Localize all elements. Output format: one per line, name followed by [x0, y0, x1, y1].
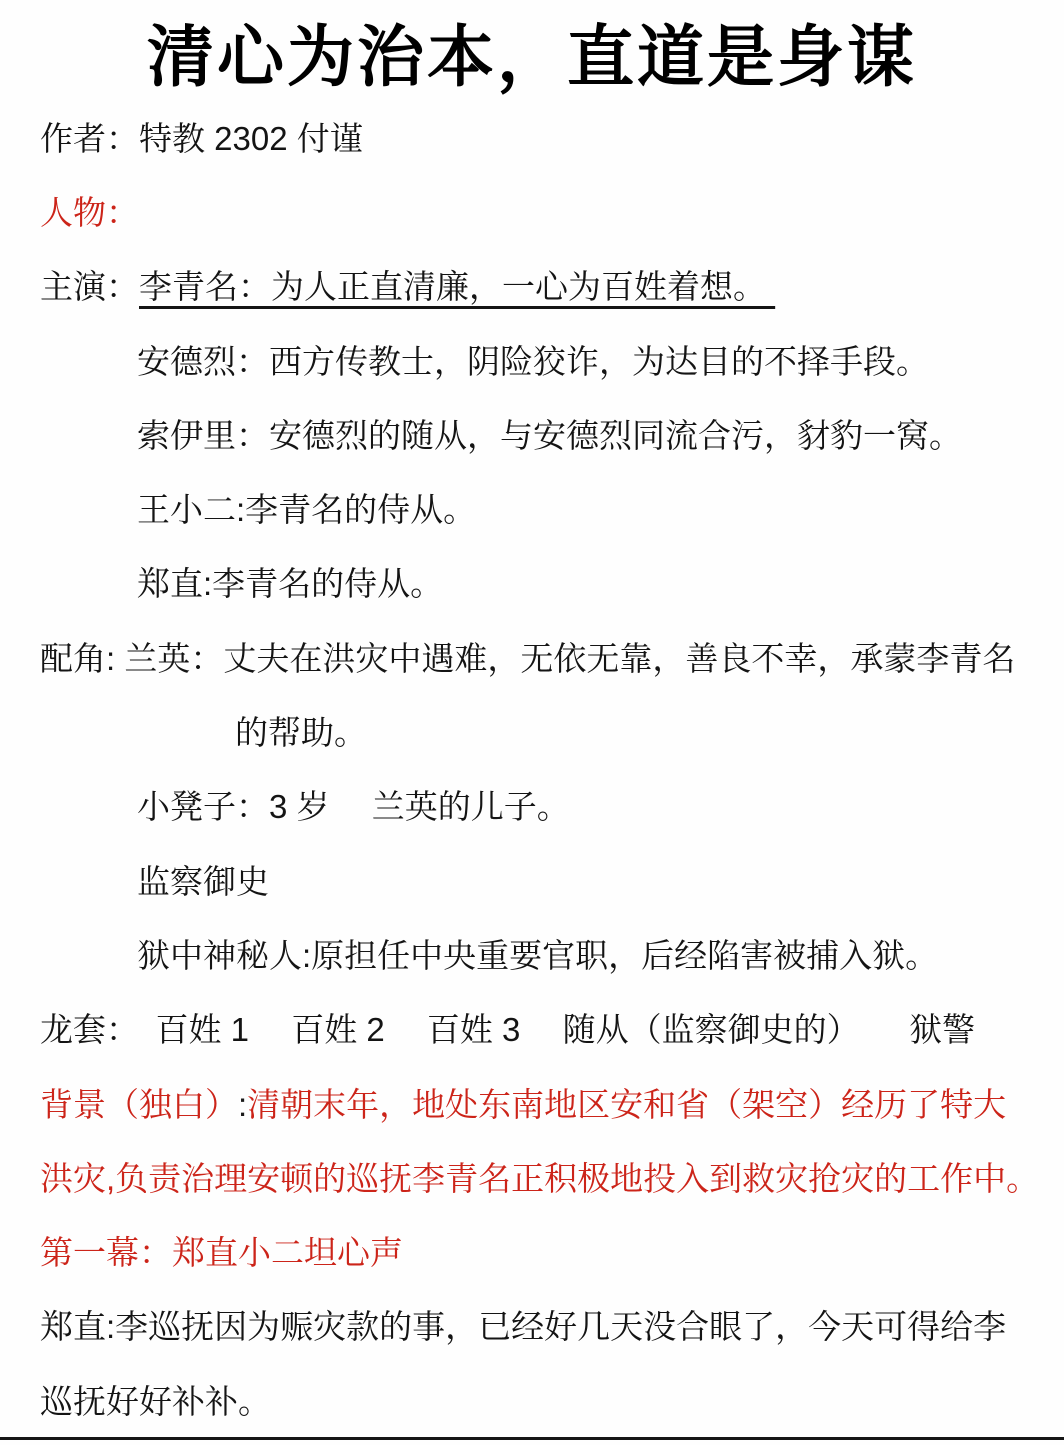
- characters-heading: 人物：: [40, 193, 139, 231]
- extras-line: 龙套： 百姓 1 百姓 2 百姓 3 随从（监察御史的） 狱警: [40, 1011, 976, 1049]
- dialogue-line: 郑直:李巡抚因为赈灾款的事，已经好几天没合眼了，今天可得给李: [40, 1308, 1007, 1346]
- character-line-zhengzhi: 郑直:李青名的侍从。: [137, 565, 444, 603]
- supporting-role-continuation-line: 的帮助。: [235, 714, 367, 752]
- lead-role-line: [0, 250, 1064, 324]
- character-line-andelie: 安德烈：西方传教士，阴险狡诈，为达目的不择手段。: [137, 342, 929, 380]
- character-line-xiaodengzi: 小凳子：3 岁 兰英的儿子。: [137, 788, 570, 826]
- page-bottom-border: [0, 1437, 1064, 1440]
- character-line-yuzhongshenmiren: 狱中神秘人:原担任中央重要官职，后经陷害被捕入狱。: [137, 936, 939, 974]
- author-line: 作者：特教 2302 付谨: [40, 119, 363, 157]
- background-colon: :: [238, 1085, 248, 1123]
- dialogue-continuation-line: 巡抚好好补补。: [40, 1382, 271, 1420]
- background-label: 背景（独白）: [40, 1085, 238, 1123]
- character-line-wangxiaoer: 王小二:李青名的侍从。: [137, 491, 477, 529]
- character-line-suoyili: 索伊里：安德烈的随从，与安德烈同流合污，豺豹一窝。: [137, 416, 962, 454]
- background-text: 清朝末年，地处东南地区安和省（架空）经历了特大: [247, 1085, 1007, 1123]
- document-body: [0, 101, 1064, 1438]
- page-title: [0, 0, 1064, 104]
- supporting-role-line: 配角: 兰英：丈夫在洪灾中遇难，无依无靠，善良不幸，承蒙李青名: [40, 639, 1016, 677]
- page-title-text: 清心为治本，直道是身谋: [147, 17, 917, 96]
- background-continuation-line: 洪灾,负责治理安顿的巡抚李青名正积极地投入到救灾抢灾的工作中。: [40, 1159, 1040, 1197]
- scene-one-heading: 第一幕：郑直小二坦心声: [40, 1234, 403, 1272]
- character-line-jianchayushi: 监察御史: [137, 862, 269, 900]
- lead-role-label: 主演：: [40, 268, 139, 306]
- lead-role-description: 李青名：为人正直清廉，一心为百姓着想。: [139, 268, 776, 306]
- background-line: [0, 1067, 1064, 1141]
